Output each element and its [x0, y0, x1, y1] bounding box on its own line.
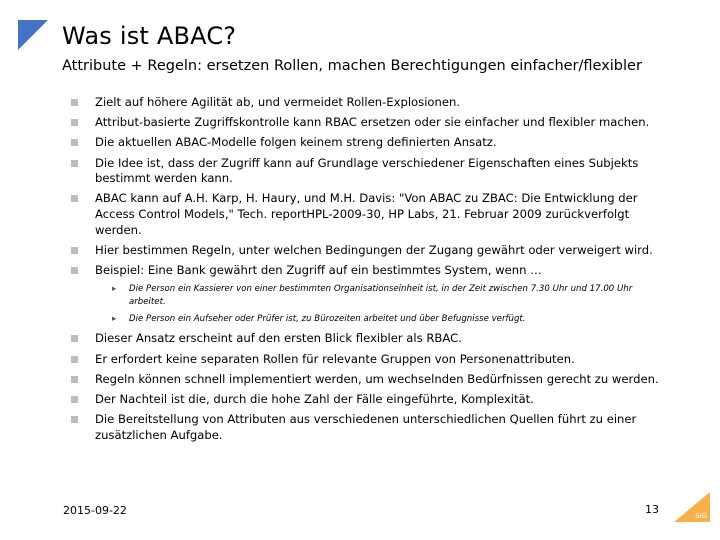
bullet-item: [0, 115, 720, 131]
bullet-item: [0, 263, 720, 279]
slide-subtitle: Attribute + Regeln: ersetzen Rollen, machen Berechtigungen einfacher/flexibler: [62, 58, 642, 74]
bullet-square-icon: [71, 335, 78, 342]
bullet-text: ABAC kann auf A.H. Karp, H. Haury, und M.H. Davis: "Von ABAC zu ZBAC: Die Entwicklung der Access Control Models," Tech. reportHPL-2009-30, HP Labs, 21. Februar 2009 zurückverfolgt werden.: [95, 191, 638, 237]
slide-title: Was ist ABAC?: [62, 22, 237, 50]
bullet-square-icon: [71, 139, 78, 146]
bullet-text: Beispiel: Eine Bank gewährt den Zugriff auf ein bestimmtes System, wenn …: [95, 262, 542, 277]
sub-bullet-text: Die Person ein Kassierer von einer bestimmten Organisationseinheit ist, in der Zeit zwischen 7.30 Uhr und 17.00 Uhr arbeitet.: [129, 284, 633, 307]
bullet-square-icon: [71, 416, 78, 423]
sub-bullet-item: [0, 313, 720, 325]
bullet-item: [0, 156, 720, 187]
bullet-item: [0, 412, 720, 443]
bullet-text: Der Nachteil ist die, durch die hohe Zahl der Fälle eingeführte, Komplexität.: [95, 391, 534, 406]
bullet-item: [0, 331, 720, 347]
page-number: 13: [645, 503, 659, 516]
bullet-text: Die aktuellen ABAC-Modelle folgen keinem streng definierten Ansatz.: [95, 135, 497, 150]
bullet-square-icon: [71, 356, 78, 363]
bullet-item: [0, 191, 720, 238]
bullet-square-icon: [71, 396, 78, 403]
sub-bullet-text: Die Person ein Aufseher oder Prüfer ist, zu Bürozeiten arbeitet und über Befugnisse verfügt.: [129, 313, 526, 324]
bullet-text: Zielt auf höhere Agilität ab, und vermeidet Rollen-Explosionen.: [95, 95, 461, 109]
bullet-text: Attribut-basierte Zugriffskontrolle kann RBAC ersetzen oder sie einfacher und flexibler machen.: [95, 115, 650, 130]
bullet-item: [0, 352, 720, 368]
arrow-right-icon: ▸: [112, 284, 117, 295]
bullet-square-icon: [71, 160, 78, 167]
bullet-text: Dieser Ansatz erscheint auf den ersten Blick flexibler als RBAC.: [95, 331, 462, 346]
bullet-item: [0, 135, 720, 151]
logo-text: SiG: [695, 512, 707, 520]
sig-logo-icon: [670, 492, 710, 522]
bullet-item: [0, 243, 720, 259]
bullet-text: Die Idee ist, dass der Zugriff kann auf Grundlage verschiedener Eigenschaften eines Subjekts bestimmt werden kann.: [95, 155, 639, 186]
bullet-square-icon: [71, 376, 78, 383]
arrow-right-icon: ▸: [112, 313, 117, 324]
bullet-square-icon: [71, 195, 78, 202]
bullet-item: [0, 392, 720, 408]
bullet-square-icon: [71, 119, 78, 126]
bullet-list: [0, 95, 720, 448]
bullet-item: [0, 372, 720, 388]
sub-bullet-item: [0, 283, 720, 308]
bullet-text: Regeln können schnell implementiert werden, um wechselnden Bedürfnissen gerecht zu werden.: [95, 371, 659, 386]
bullet-text: Er erfordert keine separaten Rollen für relevante Gruppen von Personenattributen.: [95, 351, 575, 366]
corner-triangle-icon: [18, 20, 48, 50]
bullet-square-icon: [71, 247, 78, 254]
bullet-square-icon: [71, 267, 78, 274]
bullet-text: Die Bereitstellung von Attributen aus verschiedenen unterschiedlichen Quellen führt zu einer zusätzlichen Aufgabe.: [95, 412, 637, 442]
bullet-text: Hier bestimmen Regeln, unter welchen Bedingungen der Zugang gewährt oder verweigert wird.: [95, 242, 653, 257]
footer-date: 2015-09-22: [63, 504, 127, 517]
bullet-item: [0, 95, 720, 111]
bullet-square-icon: [71, 99, 78, 106]
